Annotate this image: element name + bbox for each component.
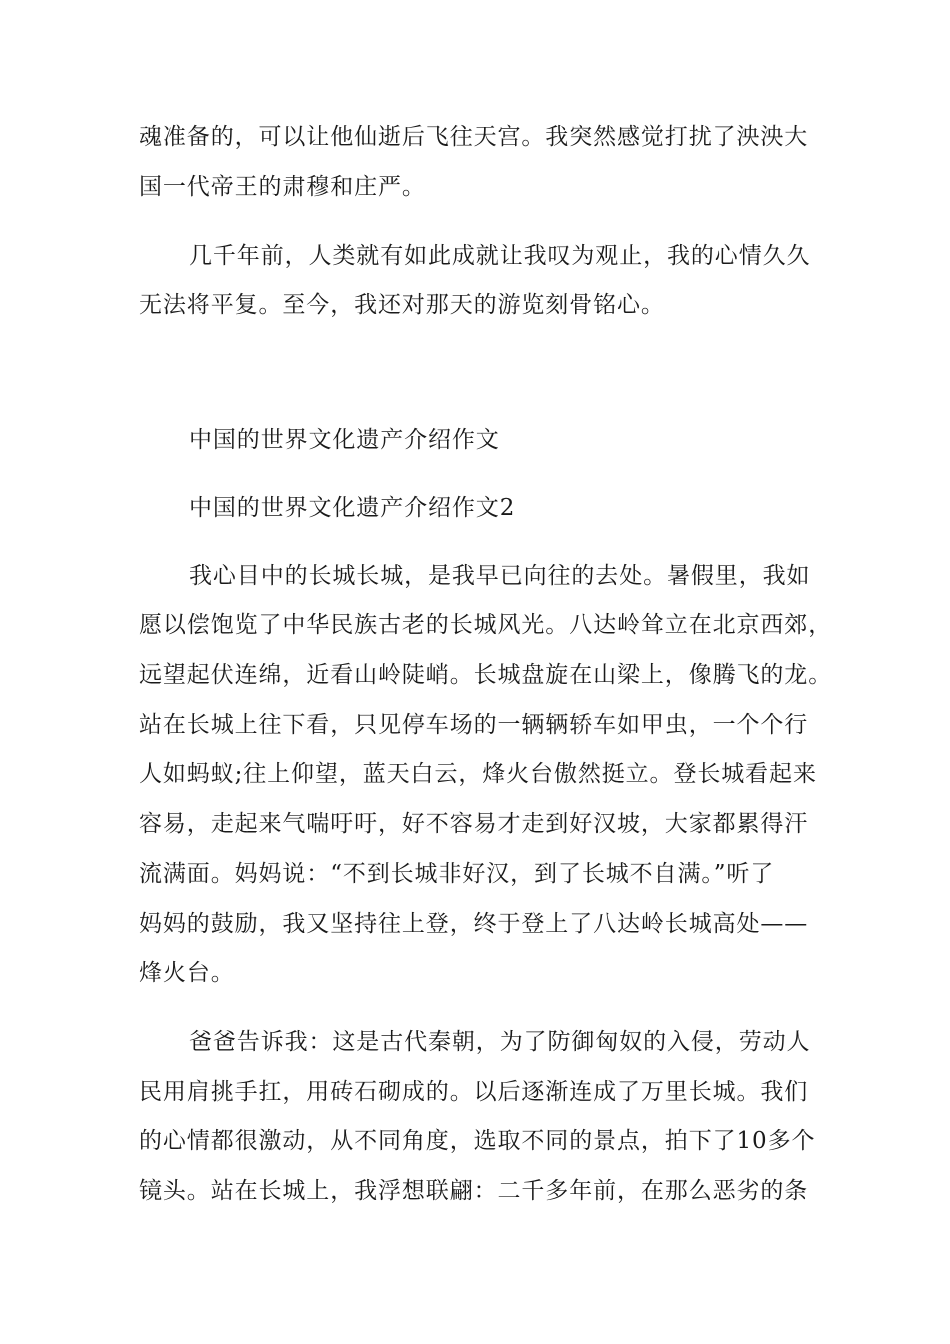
paragraph-1-line-2: 国一代帝王的肃穆和庄严。 — [139, 174, 426, 200]
paragraph-3-line-5: 人如蚂蚁;往上仰望，蓝天白云，烽火台傲然挺立。登长城看起来 — [139, 761, 817, 787]
paragraph-3-line-1: 我心目中的长城长城，是我早已向往的去处。暑假里，我如 — [189, 563, 811, 589]
paragraph-2-line-1: 几千年前，人类就有如此成就让我叹为观止，我的心情久久 — [189, 243, 811, 269]
paragraph-3-line-4: 站在长城上往下看，只见停车场的一辆辆轿车如甲虫，一个个行 — [139, 712, 809, 738]
paragraph-2-line-2: 无法将平复。至今，我还对那天的游览刻骨铭心。 — [139, 292, 665, 318]
paragraph-4-line-4: 镜头。站在长城上，我浮想联翩：二千多年前，在那么恶劣的条 — [139, 1178, 809, 1204]
paragraph-4-line-2: 民用肩挑手扛，用砖石砌成的。以后逐渐连成了万里长城。我们 — [139, 1079, 809, 1105]
paragraph-1-line-1: 魂准备的，可以让他仙逝后飞往天宫。我突然感觉打扰了泱泱大 — [139, 124, 809, 150]
paragraph-4-line-1: 爸爸告诉我：这是古代秦朝，为了防御匈奴的入侵，劳动人 — [189, 1029, 811, 1055]
paragraph-4-line-3: 的心情都很激动，从不同角度，选取不同的景点，拍下了10多个 — [139, 1128, 816, 1154]
paragraph-3-line-7: 流满面。妈妈说：“不到长城非好汉，到了长城不自满。”听了 — [139, 861, 775, 887]
heading-1: 中国的世界文化遗产介绍作文 — [189, 427, 500, 453]
paragraph-3-line-3: 远望起伏连绵，近看山岭陡峭。长城盘旋在山梁上，像腾飞的龙。 — [139, 662, 833, 688]
paragraph-3-line-2: 愿以偿饱览了中华民族古老的长城风光。八达岭耸立在北京西郊， — [139, 612, 833, 638]
paragraph-3-line-8: 妈妈的鼓励，我又坚持往上登，终于登上了八达岭长城高处—— — [139, 911, 809, 937]
heading-2: 中国的世界文化遗产介绍作文2 — [189, 495, 516, 521]
paragraph-3-line-9: 烽火台。 — [139, 960, 235, 986]
paragraph-3-line-6: 容易，走起来气喘吁吁，好不容易才走到好汉坡，大家都累得汗 — [139, 811, 809, 837]
